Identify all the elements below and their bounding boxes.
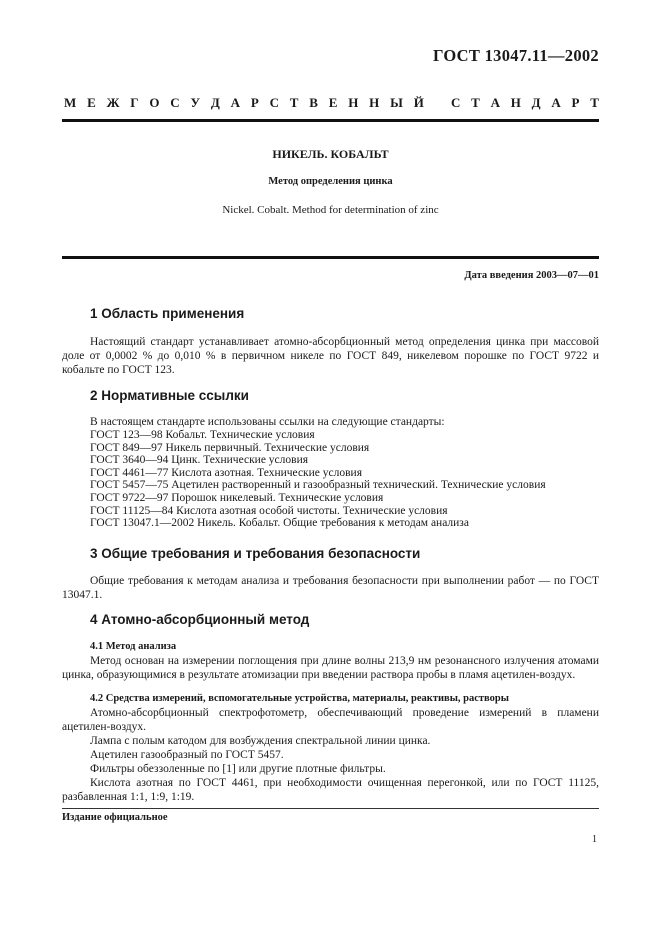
equipment-item: Лампа с полым катодом для возбуждения спектральной линии цинка.: [90, 735, 431, 747]
subsection-4-2-items: [62, 706, 599, 804]
section-3-heading: 3 Общие требования и требования безопасности: [90, 546, 421, 561]
equipment-item: Фильтры обеззоленные по [1] или другие плотные фильтры.: [90, 763, 386, 775]
document-title: НИКЕЛЬ. КОБАЛЬТ: [272, 147, 389, 161]
section-3-text: Общие требования к методам анализа и требования безопасности при выполнении работ — по ГОСТ 13047.1.: [62, 575, 599, 601]
page-number: 1: [592, 834, 597, 845]
gost-code: ГОСТ 13047.11—2002: [432, 46, 599, 65]
subsection-4-1-heading: 4.1 Метод анализа: [90, 641, 177, 652]
banner-word-interstate: М Е Ж Г О С У Д А Р С Т В Е Н Н Ы Й: [64, 95, 424, 110]
equipment-item: Атомно-абсорбционный спектрофотометр, обеспечивающий проведение измерений в пламени ацетилен-воздух.: [62, 707, 599, 733]
footer-rule: [62, 808, 599, 809]
reference-item: ГОСТ 5457—75 Ацетилен растворенный и газообразный технический. Технические условия: [90, 479, 546, 492]
document-title-english: Nickel. Cobalt. Method for determination of zinc: [222, 204, 439, 216]
section-2-intro: В настоящем стандарте использованы ссылки на следующие стандарты:: [90, 416, 445, 428]
interstate-standard-banner: [64, 95, 599, 111]
reference-item: ГОСТ 13047.1—2002 Никель. Кобальт. Общие требования к методам анализа: [90, 517, 469, 530]
header-rule-bottom: [62, 256, 599, 259]
equipment-item: Ацетилен газообразный по ГОСТ 5457.: [90, 749, 284, 761]
introduction-date: Дата введения 2003—07—01: [464, 270, 599, 281]
subsection-4-1-text: Метод основан на измерении поглощения при длине волны 213,9 нм резонансного излучения атомами цинка, образующимися в результате атомизации при введении раствора пробы в пламя ацетилен-воздух.: [62, 655, 599, 681]
normative-references-list: [90, 429, 599, 530]
reference-item: ГОСТ 4461—77 Кислота азотная. Технические условия: [90, 466, 362, 479]
section-1-heading: 1 Область применения: [90, 306, 245, 321]
banner-word-standard: С Т А Н Д А Р Т: [451, 95, 599, 110]
section-4-heading: 4 Атомно-абсорбционный метод: [90, 612, 310, 627]
reference-item: ГОСТ 9722—97 Порошок никелевый. Технические условия: [90, 491, 384, 504]
equipment-item: Кислота азотная по ГОСТ 4461, при необходимости очищенная перегонкой, или по ГОСТ 11125, разбавленная 1:1, 1:9, 1:19.: [62, 777, 599, 803]
section-2-heading: 2 Нормативные ссылки: [90, 388, 249, 403]
reference-item: ГОСТ 849—97 Никель первичный. Технические условия: [90, 441, 370, 454]
header-rule-top: [62, 119, 599, 122]
subsection-4-2-heading: 4.2 Средства измерений, вспомогательные устройства, материалы, реактивы, растворы: [90, 693, 509, 704]
reference-item: ГОСТ 123—98 Кобальт. Технические условия: [90, 429, 315, 441]
document-subtitle: Метод определения цинка: [268, 176, 393, 187]
reference-item: ГОСТ 3640—94 Цинк. Технические условия: [90, 454, 309, 467]
reference-item: ГОСТ 11125—84 Кислота азотная особой чистоты. Технические условия: [90, 504, 448, 517]
section-1-text: Настоящий стандарт устанавливает атомно-абсорбционный метод определения цинка при массовой доле от 0,0002 % до 0,010 % в первичном никеле по ГОСТ 849, никелевом порошке по ГОСТ 9722 и кобальте по ГОСТ 123.: [62, 336, 599, 376]
official-edition-label: Издание официальное: [62, 812, 168, 823]
